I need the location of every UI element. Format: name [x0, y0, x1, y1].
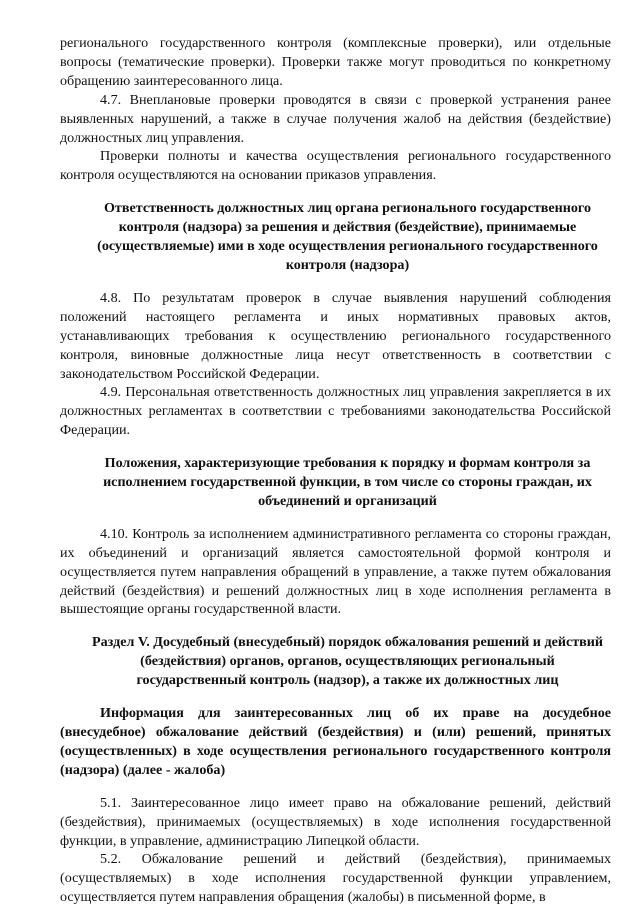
paragraph-4-9: 4.9. Персональная ответственность должностных лиц управления закрепляется в их должностных регламентах в соответствии с требованиями законодательства Российской Федерации.	[60, 384, 611, 439]
heading-complaint-info: Информация для заинтересованных лиц об их праве на досудебное (внесудебное) обжалование действий (бездействия) и (или) решений, принятых (осуществленных) в ходе осуществления регионального государственного контроля (надзора) (далее - жалоба)	[60, 705, 611, 778]
paragraph-5-2: 5.2. Обжалование решений и действий (бездействия), принимаемых (осуществляемых) в ходе исполнения государственной функции управлением, осуществляется путем направления обращения (жалобы) в письменной форме, в	[60, 851, 611, 906]
heading-section-v: Раздел V. Досудебный (внесудебный) порядок обжалования решений и действий (бездействия) органов, органов, осуществляющих региональный государственный контроль (надзор), а также их должностных лиц	[92, 634, 603, 689]
document-page	[60, 34, 611, 907]
paragraph-4-8: 4.8. По результатам проверок в случае выявления нарушений соблюдения положений настоящего регламента и иных нормативных правовых актов, устанавливающих требования к осуществлению регионального государственного контроля, виновные должностные лица несут ответственность в соответствии с законодательством Российской Федерации.	[60, 289, 611, 382]
paragraph-4-10: 4.10. Контроль за исполнением административного регламента со стороны граждан, их объединений и организаций является самостоятельной формой контроля и осуществляется путем направления обращений в управление, а также путем обжалования действий (бездействия) и решений должностных лиц в ходе исполнения регламента в вышестоящие органы государственной власти.	[60, 525, 611, 618]
heading-responsibility: Ответственность должностных лиц органа регионального государственного контроля (надзора) за решения и действия (бездействие), принимаемые (осуществляемые) ими в ходе осуществления регионального государственного контроля (надзора)	[97, 200, 598, 273]
paragraph-inspection-quality: Проверки полноты и качества осуществления регионального государственного контроля осуществляются на основании приказов управления.	[60, 148, 611, 184]
paragraph-4-7: 4.7. Внеплановые проверки проводятся в связи с проверкой устранения ранее выявленных нарушений, а также в случае получения жалоб на действия (бездействие) должностных лиц управления.	[60, 91, 611, 146]
paragraph-5-1: 5.1. Заинтересованное лицо имеет право на обжалование решений, действий (бездействия), принимаемых (осуществляемых) в ходе исполнения государственной функции, в управление, администрацию Липецкой области.	[60, 794, 611, 849]
heading-control-requirements: Положения, характеризующие требования к порядку и формам контроля за исполнением государственной функции, в том числе со стороны граждан, их объединений и организаций	[103, 455, 592, 509]
paragraph-intro: регионального государственного контроля (комплексные проверки), или отдельные вопросы (тематические проверки). Проверки также могут проводиться по конкретному обращению заинтересованного лица.	[60, 35, 611, 89]
